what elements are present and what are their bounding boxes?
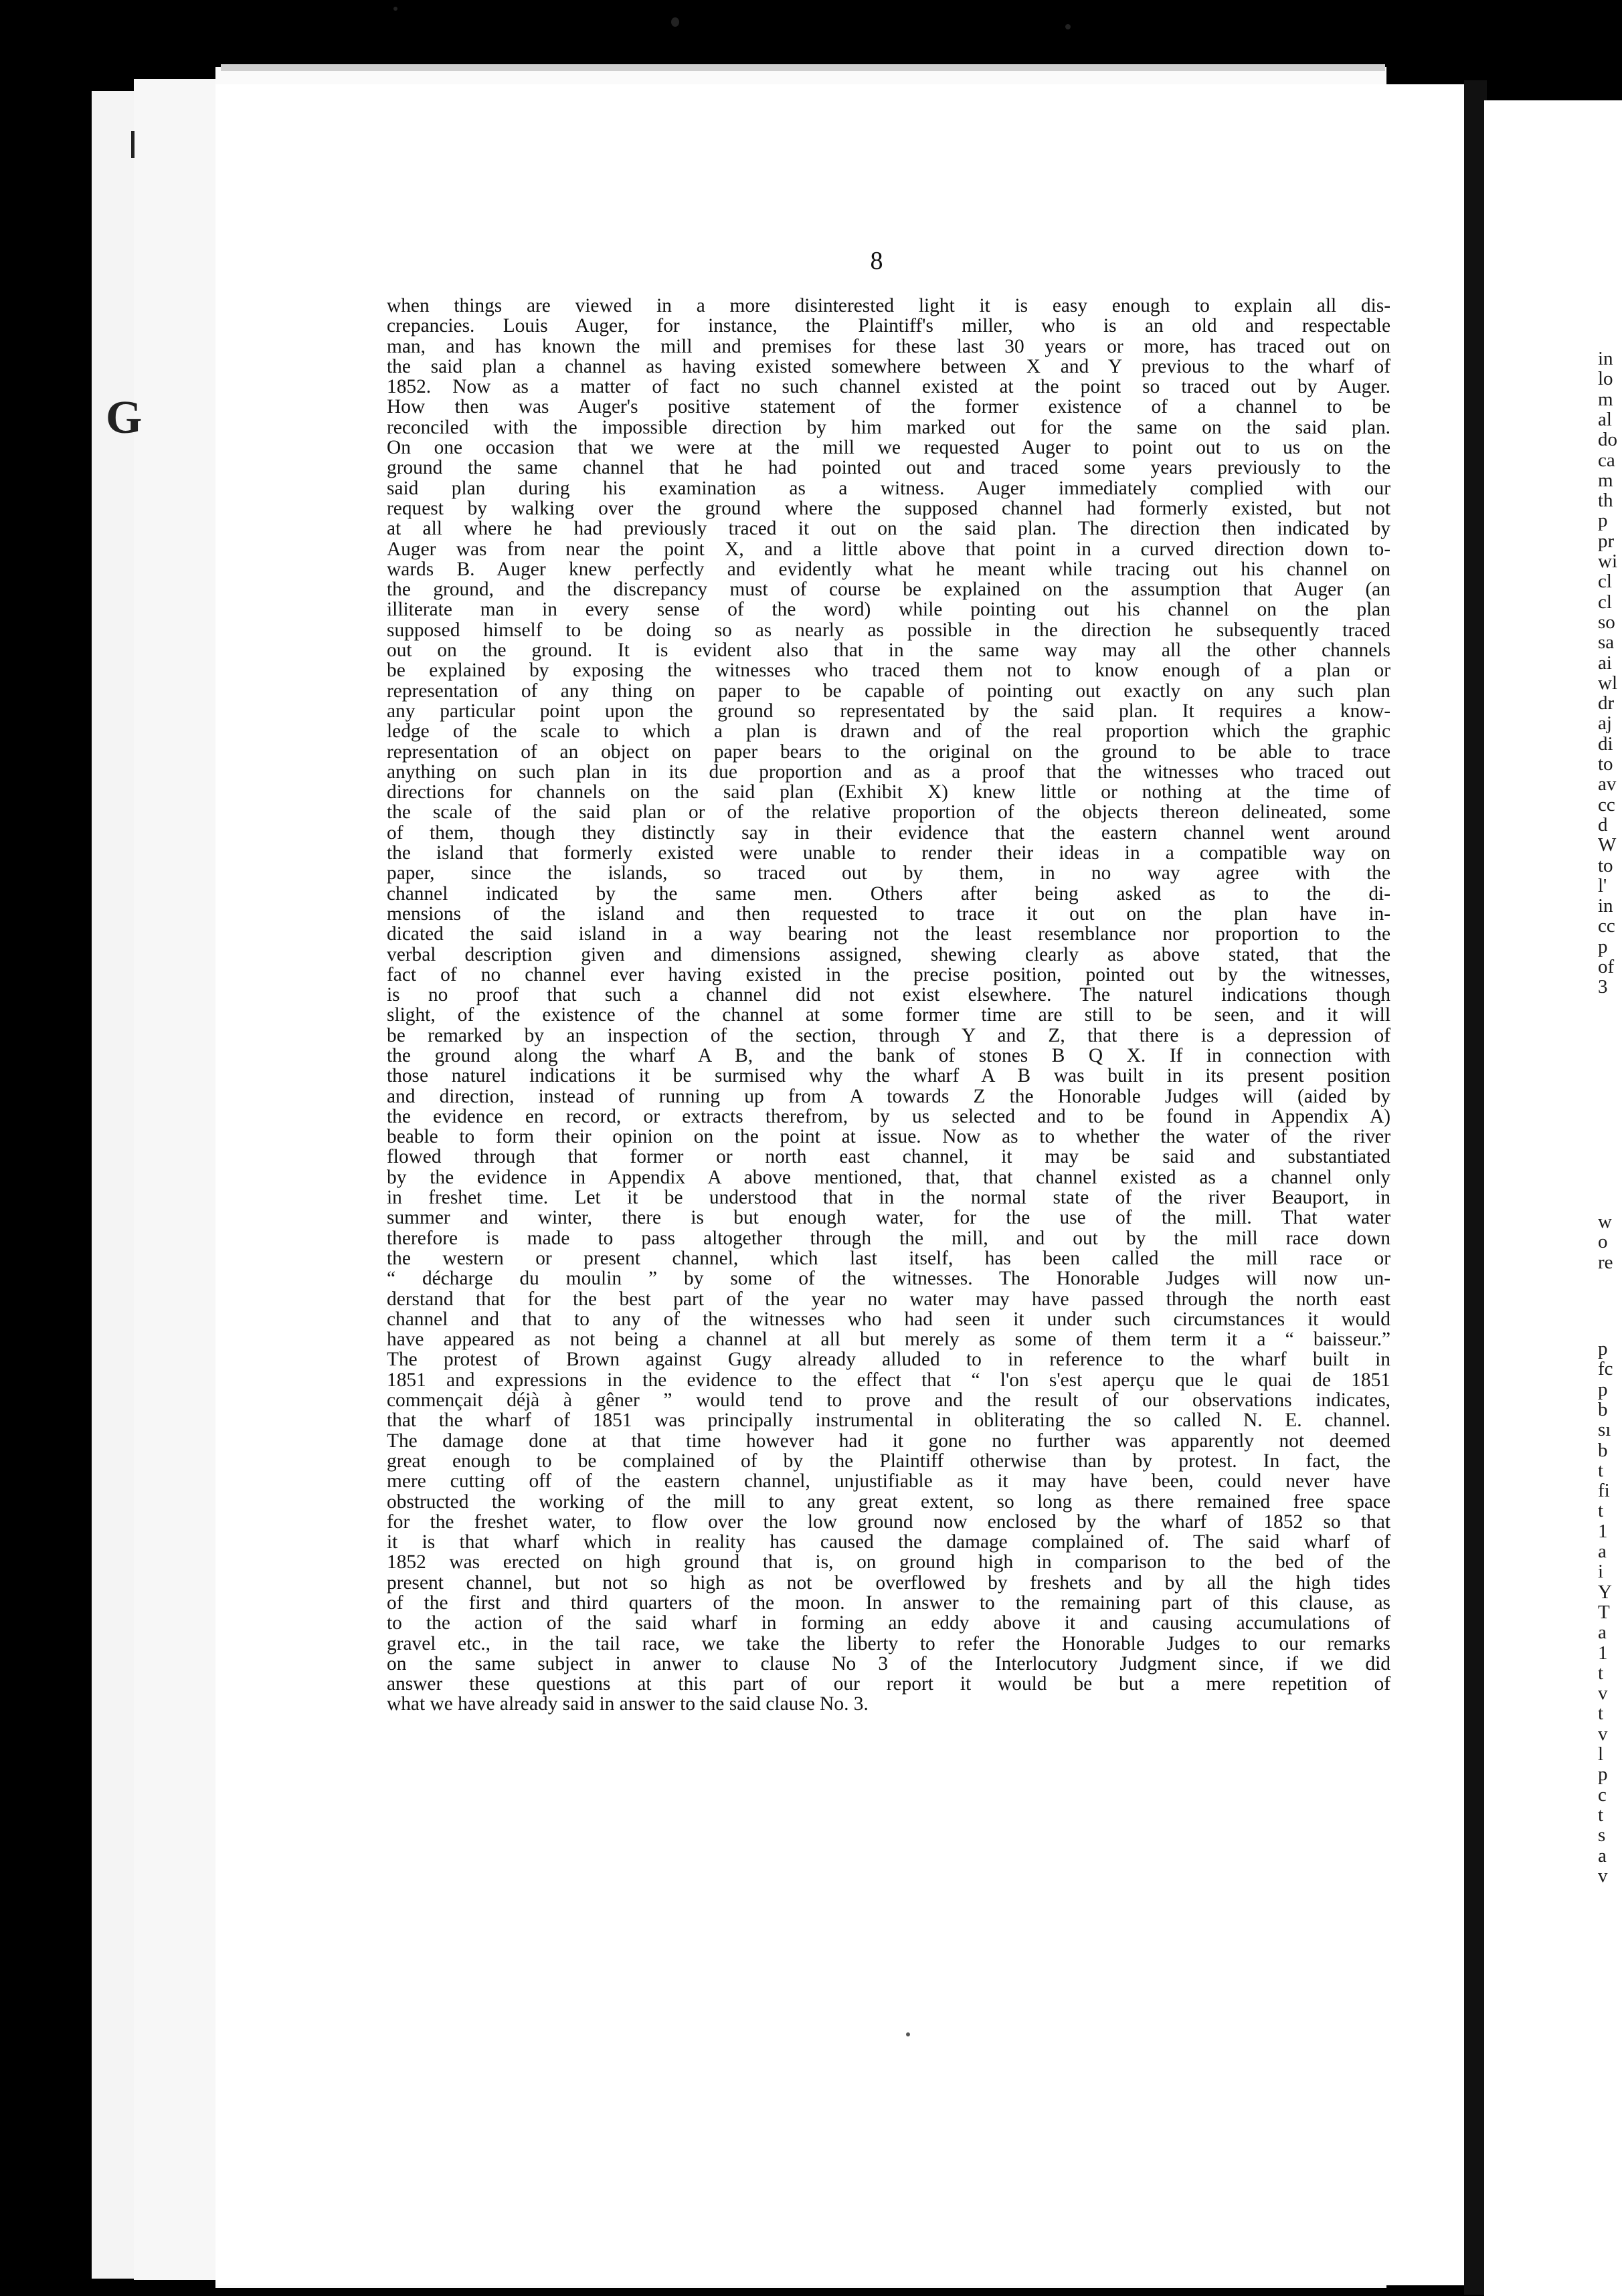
text-line: representation of an object on paper bears to the original on the ground to be able to trace bbox=[387, 741, 1390, 763]
right-page-fragment: av bbox=[1598, 773, 1617, 795]
right-page-fragment: in bbox=[1598, 348, 1613, 369]
text-line: it is that wharf which in reality has caused the damage complained of. The said wharf of bbox=[387, 1531, 1390, 1553]
text-line: On one occasion that we were at the mill we requested Auger to point out to us on the bbox=[387, 437, 1390, 459]
text-line: The damage done at that time however had it gone no further was apparently not deemed bbox=[387, 1430, 1390, 1452]
text-line: any particular point upon the ground so representated by the said plan. It requires a know- bbox=[387, 700, 1390, 722]
text-line: man, and has known the mill and premises for these last 30 years or more, has traced out on bbox=[387, 335, 1390, 357]
text-line: “ décharge du moulin ” by some of the witnesses. The Honorable Judges will now un- bbox=[387, 1268, 1390, 1290]
right-page-fragment: s bbox=[1598, 1824, 1606, 1846]
text-line: those naturel indications it be surmised why the wharf A B was built in its present position bbox=[387, 1065, 1390, 1087]
text-line: be explained by exposing the witnesses who traced them not to know enough of a plan or bbox=[387, 660, 1390, 682]
text-line: at all where he had previously traced it out on the said plan. The direction then indicated by bbox=[387, 518, 1390, 540]
right-page-fragment: d bbox=[1598, 814, 1608, 836]
text-line: dicated the said island in a way bearing not the least resemblance nor proportion to the bbox=[387, 923, 1390, 945]
right-page-fragment: wl bbox=[1598, 672, 1617, 694]
text-line: obstructed the working of the mill to any great extent, so long as there remained free space bbox=[387, 1491, 1390, 1513]
text-line: out on the ground. It is evident also that in the same way may all the other channels bbox=[387, 640, 1390, 662]
right-page-fragment: pr bbox=[1598, 530, 1615, 552]
text-line: in freshet time. Let it be understood that in the normal state of the river Beauport, in bbox=[387, 1187, 1390, 1209]
right-page-fragment: ai bbox=[1598, 652, 1612, 674]
text-line: and direction, instead of running up from A towards Z the Honorable Judges will (aided by bbox=[387, 1085, 1390, 1107]
text-line: slight, of the existence of the channel at some former time are still to be seen, and it will bbox=[387, 1004, 1390, 1026]
right-page-fragment: lo bbox=[1598, 368, 1613, 390]
text-line: 1852 was erected on high ground that is, on ground high in comparison to the bed of the bbox=[387, 1551, 1390, 1573]
end-mark bbox=[906, 2032, 910, 2036]
text-line: wards B. Auger knew perfectly and evidently what he meant while tracing out his channel on bbox=[387, 558, 1390, 580]
text-line: of them, though they distinctly say in their evidence that the eastern channel went around bbox=[387, 822, 1390, 844]
text-line: that the wharf of 1851 was principally instrumental in obliterating the so called N. E. channel. bbox=[387, 1410, 1390, 1432]
right-page-fragment: o bbox=[1598, 1231, 1608, 1253]
text-line: reconciled with the impossible direction by him marked out for the same on the said plan. bbox=[387, 416, 1390, 438]
right-page-fragment: v bbox=[1598, 1683, 1608, 1705]
right-page-fragment: wi bbox=[1598, 551, 1617, 572]
text-line: commençait déjà à gêner ” would tend to prove and the result of our observations indicates, bbox=[387, 1390, 1390, 1412]
right-page-fragment: p bbox=[1598, 1763, 1608, 1786]
text-line: to the action of the said wharf in forming an eddy above it and causing accumulations of bbox=[387, 1612, 1390, 1634]
text-line: the scale of the said plan or of the relative proportion of the objects thereon delineated, some bbox=[387, 801, 1390, 824]
page-gutter bbox=[1464, 80, 1487, 2295]
text-line: the ground along the wharf A B, and the bank of stones B Q X. If in connection with bbox=[387, 1044, 1390, 1066]
text-line: channel indicated by the same men. Others after being asked as to the di- bbox=[387, 882, 1390, 904]
text-line: of the first and third quarters of the moon. In answer to the remaining part of this clause, as bbox=[387, 1592, 1390, 1614]
right-page-fragment: l' bbox=[1598, 874, 1607, 896]
text-line: by the evidence in Appendix A above mentioned, that, that channel existed as a channel only bbox=[387, 1166, 1390, 1188]
text-line: the western or present channel, which last itself, has been called the mill race or bbox=[387, 1247, 1390, 1269]
right-page-fragment: l bbox=[1598, 1743, 1604, 1765]
right-page-fragment: di bbox=[1598, 733, 1613, 755]
right-page-fragment: sı bbox=[1598, 1419, 1611, 1441]
right-page-fragment: Y bbox=[1598, 1581, 1612, 1603]
text-line: crepancies. Louis Auger, for instance, the Plaintiff's miller, who is an old and respectable bbox=[387, 315, 1390, 337]
right-page-fragment: a bbox=[1598, 1622, 1607, 1644]
margin-glyph: G bbox=[106, 392, 143, 444]
text-line: is no proof that such a channel did not exist elsewhere. The naturel indications though bbox=[387, 984, 1390, 1006]
right-page-fragment: to bbox=[1598, 753, 1613, 775]
text-line: The protest of Brown against Gugy already alluded to in reference to the wharf built in bbox=[387, 1349, 1390, 1371]
text-line: flowed through that former or north east channel, it may be said and substantiated bbox=[387, 1146, 1390, 1168]
text-line: the ground, and the discrepancy must of course be explained on the assumption that Auger (an bbox=[387, 579, 1390, 601]
text-line: anything on such plan in its due proportion and as a proof that the witnesses who traced out bbox=[387, 761, 1390, 783]
text-line: present channel, but not so high as not be overflowed by freshets and by all the high tides bbox=[387, 1571, 1390, 1594]
text-line: have appeared as not being a channel at all but merely as some of them term it a “ baisseur.” bbox=[387, 1329, 1390, 1351]
right-page-fragment: cc bbox=[1598, 915, 1615, 937]
right-page-fragment: c bbox=[1598, 1784, 1607, 1806]
text-line: representation of any thing on paper to be capable of pointing out exactly on any such plan bbox=[387, 680, 1390, 702]
right-page-fragment: b bbox=[1598, 1398, 1608, 1420]
text-line: gravel etc., in the tail race, we take the liberty to refer the Honorable Judges to our remarks bbox=[387, 1632, 1390, 1654]
right-page-fragment: re bbox=[1598, 1251, 1613, 1273]
text-line: great enough to be complained of by the Plaintiff otherwise than by protest. In fact, the bbox=[387, 1450, 1390, 1472]
right-page-fragment: m bbox=[1598, 469, 1613, 491]
right-page-fragment: t bbox=[1598, 1459, 1604, 1481]
text-line: illiterate man in every sense of the word) while pointing out his channel on the plan bbox=[387, 599, 1390, 621]
right-page-fragment: al bbox=[1598, 408, 1612, 430]
text-line: summer and winter, there is but enough water, for the use of the mill. That water bbox=[387, 1207, 1390, 1229]
right-page-fragment: of bbox=[1598, 956, 1615, 977]
right-page-fragment: th bbox=[1598, 490, 1613, 512]
right-page-fragment: aj bbox=[1598, 712, 1612, 735]
right-page-fragment: ca bbox=[1598, 449, 1615, 471]
right-page-fragment: t bbox=[1598, 1703, 1604, 1725]
text-line: beable to form their opinion on the point at issue. Now as to whether the water of the river bbox=[387, 1126, 1390, 1148]
text-line: Auger was from near the point X, and a little above that point in a curved direction down to- bbox=[387, 538, 1390, 560]
right-page-fragment: a bbox=[1598, 1844, 1607, 1867]
text-line: when things are viewed in a more disinterested light it is easy enough to explain all dis- bbox=[387, 295, 1390, 316]
right-page-fragment: cl bbox=[1598, 591, 1612, 613]
right-page-fragment: i bbox=[1598, 1561, 1604, 1583]
text-line: mere cutting off of the eastern channel, unjustifiable as it may have been, could never have bbox=[387, 1470, 1390, 1493]
right-page-fragment: cc bbox=[1598, 793, 1615, 816]
text-line: the island that formerly existed were unable to render their ideas in a compatible way on bbox=[387, 842, 1390, 864]
text-line: answer these questions at this part of our report it would be but a mere repetition of bbox=[387, 1673, 1390, 1695]
right-page-fragment: do bbox=[1598, 429, 1617, 451]
body-text bbox=[387, 296, 1390, 1715]
right-page-fragment: fi bbox=[1598, 1480, 1610, 1502]
right-page-fragment: m bbox=[1598, 388, 1613, 410]
right-page-fragment: a bbox=[1598, 1541, 1607, 1562]
right-page-fragment: v bbox=[1598, 1723, 1608, 1745]
right-page-fragment: so bbox=[1598, 611, 1615, 633]
text-line: said plan during his examination as a witness. Auger immediately complied with our bbox=[387, 477, 1390, 499]
text-line: verbal description given and dimensions assigned, shewing clearly as above stated, that the bbox=[387, 943, 1390, 965]
right-page-fragment: p bbox=[1598, 1378, 1608, 1400]
text-line: paper, since the islands, so traced out by them, in no way agree with the bbox=[387, 862, 1390, 884]
right-page-fragment: 3 bbox=[1598, 976, 1608, 998]
text-line: channel and that to any of the witnesses who had seen it under such circumstances it would bbox=[387, 1308, 1390, 1330]
left-page-edge bbox=[134, 79, 228, 2280]
text-line: 1851 and expressions in the evidence to the effect that “ l'on s'est aperçu que le quai de 1851 bbox=[387, 1369, 1390, 1391]
text-line: what we have already said in answer to the said clause No. 3. bbox=[387, 1693, 869, 1715]
right-page-fragments bbox=[1598, 0, 1622, 2296]
right-page-fragment: in bbox=[1598, 895, 1613, 917]
right-page-fragment: to bbox=[1598, 854, 1613, 876]
right-page-fragment: sa bbox=[1598, 632, 1615, 654]
text-line: How then was Auger's positive statement of the former existence of a channel to be bbox=[387, 396, 1390, 418]
text-line: directions for channels on the said plan (Exhibit X) knew little or nothing at the time of bbox=[387, 781, 1390, 803]
right-page-fragment: p bbox=[1598, 1338, 1608, 1359]
right-page-fragment: t bbox=[1598, 1804, 1604, 1826]
text-line: the said plan a channel as having existed somewhere between X and Y previous to the wharf of bbox=[387, 355, 1390, 377]
right-page-fragment: fc bbox=[1598, 1358, 1613, 1380]
text-line: derstand that for the best part of the year no water may have passed through the north east bbox=[387, 1288, 1390, 1310]
text-line: be remarked by an inspection of the section, through Y and Z, that there is a depression of bbox=[387, 1024, 1390, 1046]
right-page-fragment: t bbox=[1598, 1500, 1604, 1522]
right-page-fragment: b bbox=[1598, 1439, 1608, 1461]
right-page-fragment: p bbox=[1598, 510, 1608, 532]
right-page-fragment: p bbox=[1598, 935, 1608, 957]
text-line: fact of no channel ever having existed in the precise position, pointed out by the witnesses, bbox=[387, 963, 1390, 985]
right-page-fragment: W bbox=[1598, 834, 1617, 856]
text-line: supposed himself to be doing so as nearly as possible in the direction he subsequently traced bbox=[387, 619, 1390, 641]
right-page-fragment: v bbox=[1598, 1864, 1608, 1887]
text-line: on the same subject in anwer to clause No 3 of the Interlocutory Judgment since, if we did bbox=[387, 1652, 1390, 1675]
text-line: ledge of the scale to which a plan is drawn and of the real proportion which the graphic bbox=[387, 721, 1390, 743]
right-page-fragment: w bbox=[1598, 1211, 1612, 1232]
text-line: for the freshet water, to flow over the low ground now enclosed by the wharf of 1852 so that bbox=[387, 1511, 1390, 1533]
text-line: 1852. Now as a matter of fact no such channel existed at the point so traced out by Auger. bbox=[387, 376, 1390, 398]
right-page-fragment: cl bbox=[1598, 571, 1612, 593]
text-line: request by walking over the ground where the supposed channel had formerly existed, but not bbox=[387, 497, 1390, 519]
margin-mark bbox=[131, 131, 134, 158]
text-line: mensions of the island and then requested to trace it out on the plan have in- bbox=[387, 902, 1390, 925]
text-line: therefore is made to pass altogether through the mill, and out by the mill race down bbox=[387, 1227, 1390, 1249]
right-page-fragment: dr bbox=[1598, 692, 1615, 714]
page-number: 8 bbox=[870, 247, 883, 275]
text-line: the evidence en record, or extracts therefrom, by us selected and to be found in Appendix A) bbox=[387, 1105, 1390, 1127]
right-page-fragment: 1 bbox=[1598, 1520, 1608, 1542]
right-page-fragment: T bbox=[1598, 1601, 1610, 1623]
text-line: ground the same channel that he had pointed out and traced some years previously to the bbox=[387, 457, 1390, 479]
top-page-edge bbox=[221, 64, 1385, 71]
right-page-fragment: t bbox=[1598, 1662, 1604, 1684]
right-page-fragment: 1 bbox=[1598, 1642, 1608, 1664]
